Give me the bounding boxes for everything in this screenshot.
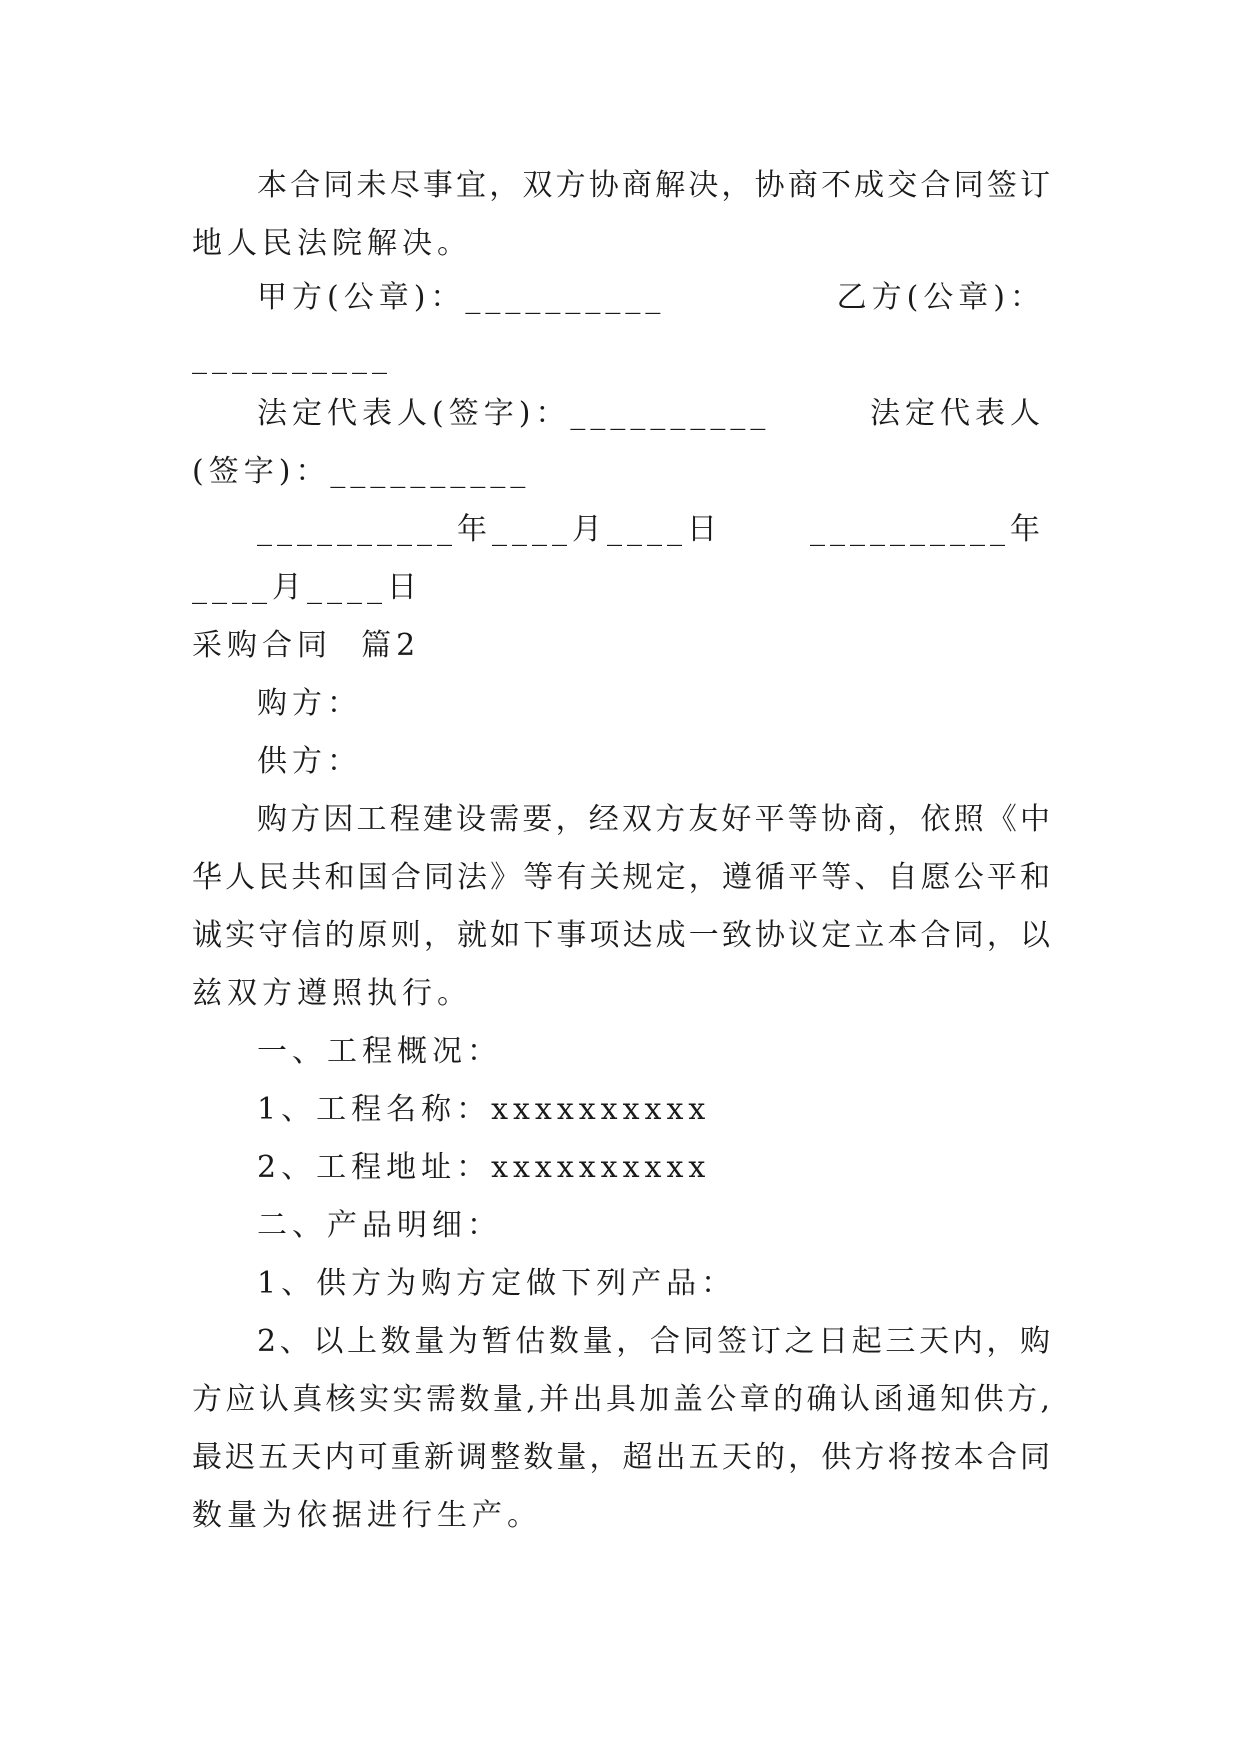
text-line: 地人民法院解决。 [192,226,472,261]
party-b-date-month-day: ____月____日 [192,570,422,605]
text-line: 最迟五天内可重新调整数量，超出五天的，供方将按本合同 [192,1440,1050,1475]
party-a-date-line: __________年____月____日 [257,512,722,547]
text-line: 兹双方遵照执行。 [192,976,472,1011]
project-address-line: 2、工程地址：xxxxxxxxxx [257,1150,711,1185]
supplier-label: 供方： [257,744,362,779]
party-b-representative-blank: (签字)：__________ [192,454,531,489]
text-line: 诚实守信的原则，就如下事项达成一致协议定立本合同，以 [192,918,1050,953]
subheading-project-overview: 一、工程概况： [257,1034,502,1069]
party-b-date-year: __________年 [810,512,1045,547]
subheading-product-details: 二、产品明细： [257,1208,502,1243]
section-heading: 采购合同 篇2 [192,628,421,663]
text-line: 数量为依据进行生产。 [192,1498,542,1533]
party-a-representative-line: 法定代表人(签字)：__________ [257,396,771,431]
text-line: 1、供方为购方定做下列产品： [257,1266,737,1301]
party-b-representative-label: 法定代表人 [870,396,1045,431]
buyer-label: 购方： [257,686,362,721]
text-line: 华人民共和国合同法》等有关规定，遵循平等、自愿公平和 [192,860,1050,895]
party-b-seal-label: 乙方(公章)： [836,280,1045,315]
text-line: 方应认真核实实需数量,并出具加盖公章的确认函通知供方, [192,1382,1050,1417]
text-line: 购方因工程建设需要，经双方友好平等协商，依照《中 [257,802,1050,837]
party-a-seal-line: 甲方(公章)：__________ [257,280,666,315]
party-b-seal-blank: __________ [192,340,392,375]
text-line: 2、以上数量为暂估数量，合同签订之日起三天内，购 [257,1324,1050,1359]
project-name-line: 1、工程名称：xxxxxxxxxx [257,1092,711,1127]
text-line: 本合同未尽事宜，双方协商解决，协商不成交合同签订 [257,168,1050,203]
